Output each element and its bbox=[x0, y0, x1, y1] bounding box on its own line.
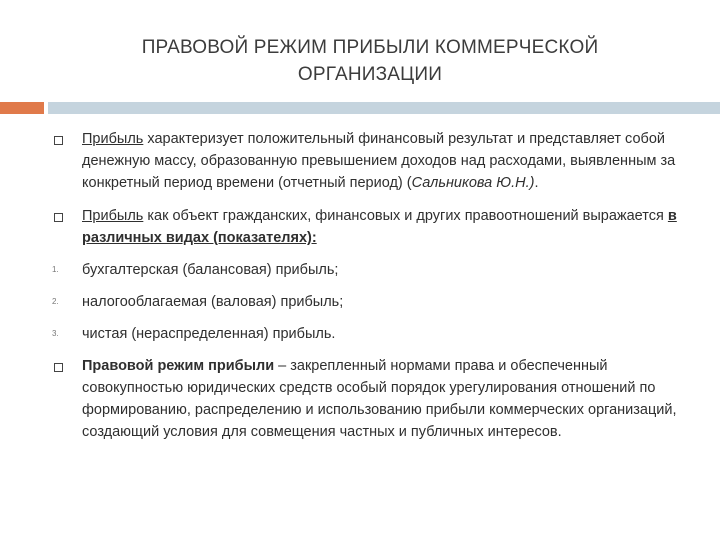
list-item bbox=[52, 355, 678, 443]
slide-title-line-1: ПРАВОВОЙ РЕЖИМ ПРИБЫЛИ КОММЕРЧЕСКОЙ bbox=[141, 37, 599, 58]
list-item bbox=[52, 205, 678, 249]
list-item bbox=[52, 128, 678, 194]
slide-title-line-2: ОРГАНИЗАЦИИ bbox=[297, 64, 443, 85]
item-text: характеризует положительный финансовый результат и представляет собой денежную массу, образованную превышением доходов над расходами, выявленным за конкретный период времени (отчетный период) ( bbox=[82, 131, 676, 191]
author: Сальникова Ю.Н.) bbox=[411, 175, 535, 191]
term: Прибыль bbox=[82, 208, 144, 224]
item-number: 2. bbox=[52, 297, 59, 306]
item-text: бухгалтерская (балансовая) прибыль; bbox=[82, 262, 339, 278]
accent-band bbox=[0, 102, 44, 114]
item-text: – закрепленный нормами права и обеспеченный совокупностью юридических средств особый порядок урегулирования отношений по формированию, распределению и использованию прибыли коммерческих организаций, создающий условия для совмещения частных и публичных интересов. bbox=[82, 358, 677, 440]
item-text: налогооблагаемая (валовая) прибыль; bbox=[82, 294, 344, 310]
header-band bbox=[48, 102, 720, 114]
term: Прибыль bbox=[82, 131, 144, 147]
content-list bbox=[52, 128, 678, 443]
item-number: 3. bbox=[52, 329, 59, 338]
checkbox-icon bbox=[54, 363, 63, 372]
item-tail: . bbox=[534, 175, 539, 191]
item-text: как объект гражданских, финансовых и других правоотношений выражается bbox=[143, 208, 668, 224]
checkbox-icon bbox=[54, 136, 63, 145]
slide-title bbox=[100, 34, 640, 88]
item-number: 1. bbox=[52, 265, 59, 274]
emphasis: в различных видах (показателях): bbox=[82, 208, 677, 246]
numbered-item bbox=[52, 291, 678, 313]
term: Правовой режим прибыли bbox=[82, 358, 275, 374]
numbered-item bbox=[52, 323, 678, 345]
checkbox-icon bbox=[54, 213, 63, 222]
item-text: чистая (нераспределенная) прибыль. bbox=[82, 326, 336, 342]
numbered-item bbox=[52, 259, 678, 281]
